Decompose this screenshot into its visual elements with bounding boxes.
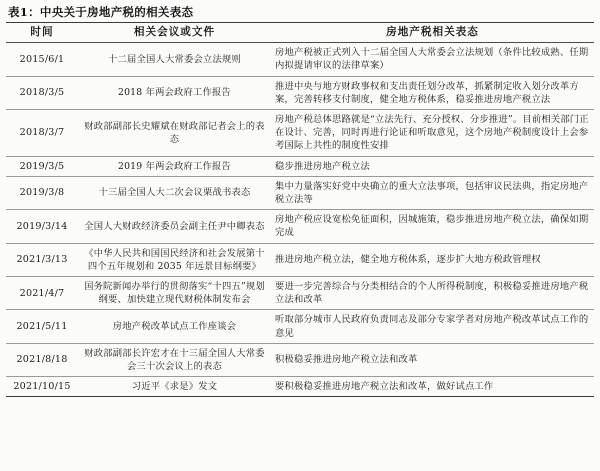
cell-statement: 稳步推进房地产税立法	[271, 156, 594, 176]
table-header-row	[6, 23, 594, 43]
cell-document: 2018 年两会政府工作报告	[78, 76, 271, 109]
cell-time: 2021/3/13	[6, 243, 78, 276]
cell-time: 2019/3/5	[6, 156, 78, 176]
cell-document: 房地产税改革试点工作座谈会	[78, 310, 271, 343]
cell-time: 2018/3/7	[6, 110, 78, 157]
table-row	[6, 76, 594, 109]
cell-time: 2021/5/11	[6, 310, 78, 343]
table-row	[6, 277, 594, 310]
table-body	[6, 43, 594, 397]
cell-time: 2019/3/8	[6, 176, 78, 209]
cell-document: 《中华人民共和国国民经济和社会发展第十四个五年规划和 2035 年远景目标纲要》	[78, 243, 271, 276]
table-header	[6, 23, 594, 43]
table-row	[6, 343, 594, 376]
cell-document: 习近平《求是》发文	[78, 377, 271, 397]
cell-document: 国务院新闻办举行的贯彻落实“十四五”规划纲要、加快建立现代财税体制发布会	[78, 277, 271, 310]
cell-statement: 房地产税被正式列入十二届全国人大常委会立法规划（条件比较成熟、任期内拟提请审议的法律草案）	[271, 43, 594, 76]
cell-document: 十二届全国人大常委会立法规则	[78, 43, 271, 76]
cell-statement: 要积极稳妥推进房地产税立法和改革，做好试点工作	[271, 377, 594, 397]
table-row	[6, 156, 594, 176]
table-row	[6, 176, 594, 209]
cell-time: 2021/10/15	[6, 377, 78, 397]
table-row	[6, 210, 594, 243]
column-header-time: 时间	[6, 23, 78, 43]
cell-time: 2021/4/7	[6, 277, 78, 310]
cell-statement: 推进中央与地方财政事权和支出责任划分改革，抓紧制定收入划分改革方案，完善转移支付制度，健全地方税体系，稳妥推进房地产税立法	[271, 76, 594, 109]
cell-document: 2019 年两会政府工作报告	[78, 156, 271, 176]
cell-time: 2019/3/14	[6, 210, 78, 243]
cell-statement: 要进一步完善综合与分类相结合的个人所得税制度，积极稳妥推进房地产税立法和改革	[271, 277, 594, 310]
cell-document: 财政部副部长史耀斌在财政部记者会上的表态	[78, 110, 271, 157]
table-caption: 表1：中央关于房地产税的相关表态	[8, 5, 194, 19]
cell-statement: 积极稳妥推进房地产税立法和改革	[271, 343, 594, 376]
cell-time: 2015/6/1	[6, 43, 78, 76]
table-row	[6, 377, 594, 397]
cell-statement: 推进房地产税立法，健全地方税体系，逐步扩大地方税政管理权	[271, 243, 594, 276]
cell-time: 2021/8/18	[6, 343, 78, 376]
cell-document: 全国人大财政经济委员会副主任尹中卿表态	[78, 210, 271, 243]
cell-statement: 房地产税总体思路就是“立法先行、充分授权、分步推进”。目前相关部门正在设计、完善，同时再进行论证和听取意见，这个房地产税制度设计上会参考国际上共性的制度性安排	[271, 110, 594, 157]
cell-statement: 房地产税应设宽松免征面积，因城施策，稳步推进房地产税立法，确保如期完成	[271, 210, 594, 243]
column-header-document: 相关会议或文件	[78, 23, 271, 43]
cell-statement: 集中力量落实好党中央确立的重大立法事项，包括审议民法典，指定房地产税立法等	[271, 176, 594, 209]
cell-statement: 听取部分城市人民政府负责同志及部分专家学者对房地产税改革试点工作的意见	[271, 310, 594, 343]
policy-statement-table	[6, 22, 594, 397]
cell-document: 财政部副部长许宏才在十三届全国人大常委会三十次会议上的表态	[78, 343, 271, 376]
table-row	[6, 43, 594, 76]
table-row	[6, 243, 594, 276]
cell-time: 2018/3/5	[6, 76, 78, 109]
table-row	[6, 110, 594, 157]
table-row	[6, 310, 594, 343]
column-header-statement: 房地产税相关表态	[271, 23, 594, 43]
cell-document: 十三届全国人大二次会议栗战书表态	[78, 176, 271, 209]
